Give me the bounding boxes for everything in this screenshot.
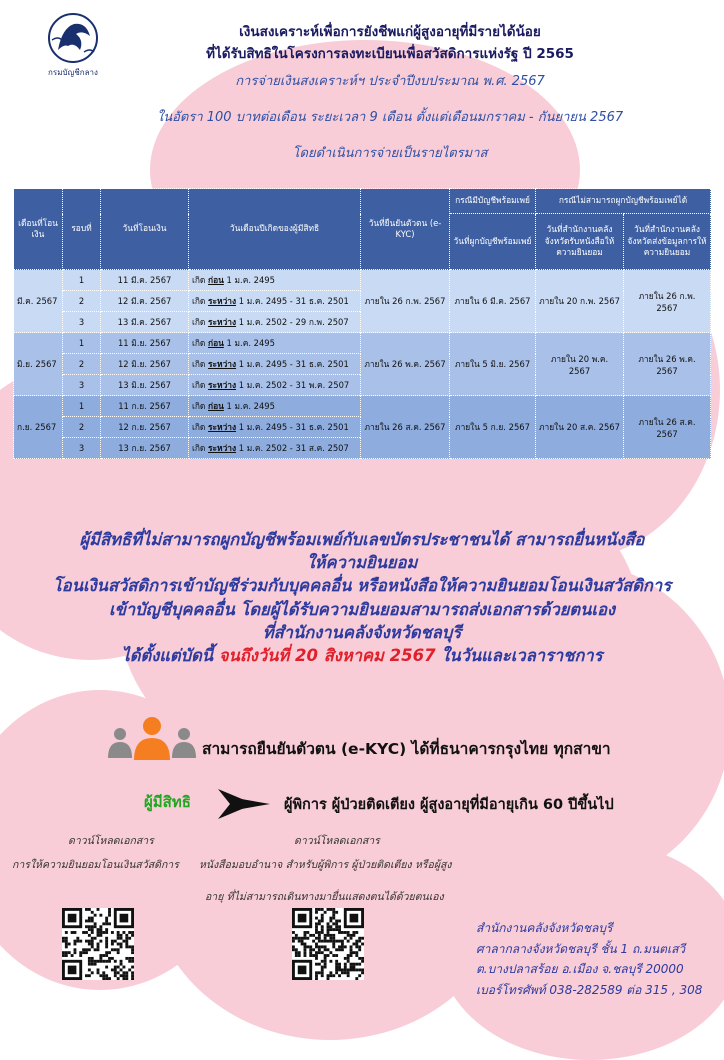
cell-send: ภายใน 26 ก.พ. 2567 <box>624 270 711 333</box>
cell-consent: ภายใน 20 พ.ค. 2567 <box>536 333 624 396</box>
birth-condition: ระหว่าง <box>208 317 237 327</box>
subtitle-line1: การจ่ายเงินสงเคราะห์ฯ ประจำปีงบประมาณ พ.ศ. 2567 <box>235 74 545 89</box>
notice-line: ผู้มีสิทธิที่ไม่สามารถผูกบัญชีพร้อมเพย์กับเลขบัตรประชาชนได้ สามารถยื่นหนังสือ <box>79 530 645 549</box>
deadline-prefix: ได้ตั้งแต่บัดนี้ <box>121 646 214 666</box>
cell-birth <box>189 354 361 375</box>
birth-prefix: เกิด <box>192 275 206 285</box>
cell-date: 11 มิ.ย. 2567 <box>101 333 189 354</box>
birth-condition: ระหว่าง <box>208 296 237 306</box>
table-row <box>14 333 711 354</box>
birth-prefix: เกิด <box>192 338 206 348</box>
arrow-right-icon <box>214 787 274 821</box>
birth-condition: ก่อน <box>208 401 224 411</box>
header-date: วันที่โอนเงิน <box>101 189 189 270</box>
cell-birth <box>189 396 361 417</box>
birth-range: 1 ม.ค. 2495 <box>226 275 275 285</box>
cell-promptpay: ภายใน 6 มี.ค. 2567 <box>450 270 536 333</box>
deadline-highlight: จนถึงวันที่ 20 สิงหาคม 2567 <box>218 646 436 666</box>
cell-date: 12 มี.ค. 2567 <box>101 291 189 312</box>
birth-prefix: เกิด <box>192 317 206 327</box>
birth-condition: ก่อน <box>208 338 224 348</box>
cell-promptpay: ภายใน 5 มิ.ย. 2567 <box>450 333 536 396</box>
birth-condition: ระหว่าง <box>208 443 237 453</box>
cell-date: 11 มี.ค. 2567 <box>101 270 189 291</box>
cell-date: 12 มิ.ย. 2567 <box>101 354 189 375</box>
cell-round: 3 <box>63 312 101 333</box>
birth-range: 1 ม.ค. 2495 - 31 ธ.ค. 2501 <box>238 296 349 306</box>
download1-title: ดาวน์โหลดเอกสาร <box>68 835 154 847</box>
cell-birth <box>189 312 361 333</box>
birth-range: 1 ม.ค. 2495 - 31 ธ.ค. 2501 <box>238 422 349 432</box>
cell-consent: ภายใน 20 ส.ค. 2567 <box>536 396 624 459</box>
cell-month: ก.ย. 2567 <box>14 396 63 459</box>
birth-range: 1 ม.ค. 2502 - 29 ก.พ. 2507 <box>238 317 349 327</box>
cell-date: 13 มี.ค. 2567 <box>101 312 189 333</box>
birth-range: 1 ม.ค. 2495 - 31 ธ.ค. 2501 <box>238 359 349 369</box>
cell-birth <box>189 375 361 396</box>
cell-round: 1 <box>63 270 101 291</box>
birth-prefix: เกิด <box>192 401 206 411</box>
header-ekyc: วันที่ยืนยันตัวตน (e-KYC) <box>361 189 450 270</box>
download2-desc-line1: หนังสือมอบอำนาจ สำหรับผู้พิการ ผู้ป่วยติดเตียง หรือผู้สูง <box>199 859 452 871</box>
cell-birth <box>189 270 361 291</box>
page-title-line1: เงินสงเคราะห์เพื่อการยังชีพแก่ผู้สูงอายุที่มีรายได้น้อย <box>239 24 541 40</box>
header-promptpay: วันที่ผูกบัญชีพร้อมเพย์ <box>450 214 536 270</box>
notice-line: ให้ความยินยอม <box>306 553 418 573</box>
cell-birth <box>189 333 361 354</box>
header-group-no-promptpay: กรณีไม่สามารถผูกบัญชีพร้อมเพย์ได้ <box>536 189 711 214</box>
birth-range: 1 ม.ค. 2502 - 31 ส.ค. 2507 <box>238 443 349 453</box>
birth-prefix: เกิด <box>192 359 206 369</box>
cell-date: 13 มิ.ย. 2567 <box>101 375 189 396</box>
birth-prefix: เกิด <box>192 296 206 306</box>
cell-round: 3 <box>63 438 101 459</box>
table-row <box>14 270 711 291</box>
notice-line: โอนเงินสวัสดิการเข้าบัญชีร่วมกับบุคคลอื่น หรือหนังสือให้ความยินยอมโอนเงินสวัสดิการ <box>52 576 672 596</box>
birth-condition: ระหว่าง <box>208 359 237 369</box>
birth-condition: ระหว่าง <box>208 422 237 432</box>
birth-condition: ระหว่าง <box>208 380 237 390</box>
address-line: สำนักงานคลังจังหวัดชลบุรี <box>476 921 613 935</box>
notice-line: เข้าบัญชีบุคคลอื่น โดยผู้ได้รับความยินยอมสามารถส่งเอกสารด้วยตนเอง <box>108 599 616 619</box>
cell-ekyc: ภายใน 26 ส.ค. 2567 <box>361 396 450 459</box>
cell-round: 1 <box>63 333 101 354</box>
subtitle-line2: ในอัตรา 100 บาทต่อเดือน ระยะเวลา 9 เดือน ตั้งแต่เดือนมกราคม - กันยายน 2567 <box>156 110 624 125</box>
cell-send: ภายใน 26 พ.ค. 2567 <box>624 333 711 396</box>
header-group-promptpay: กรณีมีบัญชีพร้อมเพย์ <box>450 189 536 214</box>
office-address <box>476 918 720 1000</box>
cell-birth <box>189 438 361 459</box>
download1-desc: การให้ความยินยอมโอนเงินสวัสดิการ <box>12 859 179 871</box>
notice-line: ที่สำนักงานคลังจังหวัดชลบุรี <box>262 622 462 642</box>
subtitle-line3: โดยดำเนินการจ่ายเป็นรายไตรมาส <box>292 146 488 161</box>
qr-code-power-of-attorney-icon[interactable] <box>292 908 364 980</box>
cell-date: 13 ก.ย. 2567 <box>101 438 189 459</box>
cell-date: 11 ก.ย. 2567 <box>101 396 189 417</box>
birth-prefix: เกิด <box>192 443 206 453</box>
people-group-icon <box>104 714 200 762</box>
cell-date: 12 ก.ย. 2567 <box>101 417 189 438</box>
eligible-label: ผู้มีสิทธิ <box>144 793 191 811</box>
birth-range: 1 ม.ค. 2495 <box>226 338 275 348</box>
table-row <box>14 396 711 417</box>
qr-code-consent-form-icon[interactable] <box>62 908 134 980</box>
cell-round: 3 <box>63 375 101 396</box>
cell-send: ภายใน 26 ส.ค. 2567 <box>624 396 711 459</box>
cell-round: 2 <box>63 354 101 375</box>
cell-round: 1 <box>63 396 101 417</box>
garuda-emblem-icon <box>38 10 108 68</box>
notice-deadline-line <box>20 644 704 667</box>
download2-desc-line2: อายุ ที่ไม่สามารถเดินทางมายื่นแสดงตนได้ด้วยตนเอง <box>205 891 444 903</box>
eligible-groups: ผู้พิการ ผู้ป่วยติดเตียง ผู้สูงอายุที่มีอายุเกิน 60 ปีขึ้นไป <box>284 797 614 813</box>
logo-caption: กรมบัญชีกลาง <box>48 68 98 77</box>
cell-month: มิ.ย. 2567 <box>14 333 63 396</box>
header-send: วันที่สำนักงานคลังจังหวัดส่งข้อมูลการให้ความยินยอม <box>624 214 711 270</box>
cell-round: 2 <box>63 417 101 438</box>
birth-range: 1 ม.ค. 2502 - 31 พ.ค. 2507 <box>238 380 350 390</box>
address-line: ต.บางปลาสร้อย อ.เมือง จ.ชลบุรี 20000 <box>476 962 684 976</box>
cell-birth <box>189 291 361 312</box>
header-round: รอบที่ <box>63 189 101 270</box>
cell-ekyc: ภายใน 26 ก.พ. 2567 <box>361 270 450 333</box>
address-line: ศาลากลางจังหวัดชลบุรี ชั้น 1 ถ.มนตเสวี <box>476 941 686 956</box>
page-title-line2: ที่ได้รับสิทธิในโครงการลงทะเบียนเพื่อสวัสดิการแห่งรัฐ ปี 2565 <box>206 46 574 62</box>
header-consent: วันที่สำนักงานคลังจังหวัดรับหนังสือให้ความยินยอม <box>536 214 624 270</box>
cell-promptpay: ภายใน 5 ก.ย. 2567 <box>450 396 536 459</box>
birth-condition: ก่อน <box>208 275 224 285</box>
deadline-suffix: ในวันและเวลาราชการ <box>441 646 603 666</box>
header-birth: วันเดือนปีเกิดของผู้มีสิทธิ <box>189 189 361 270</box>
organization-logo <box>38 10 108 78</box>
birth-range: 1 ม.ค. 2495 <box>226 401 275 411</box>
schedule-body <box>14 270 711 459</box>
download2-title: ดาวน์โหลดเอกสาร <box>294 835 380 847</box>
cell-round: 2 <box>63 291 101 312</box>
cell-ekyc: ภายใน 26 พ.ค. 2567 <box>361 333 450 396</box>
ekyc-info: สามารถยืนยันตัวตน (e-KYC) ได้ที่ธนาคารกรุงไทย ทุกสาขา <box>202 740 611 758</box>
cell-month: มี.ค. 2567 <box>14 270 63 333</box>
address-line: เบอร์โทรศัพท์ 038-282589 ต่อ 315 , 308 <box>476 982 703 997</box>
notice-message <box>20 528 704 667</box>
cell-consent: ภายใน 20 ก.พ. 2567 <box>536 270 624 333</box>
birth-prefix: เกิด <box>192 422 206 432</box>
header-month: เดือนที่โอนเงิน <box>14 189 63 270</box>
cell-birth <box>189 417 361 438</box>
birth-prefix: เกิด <box>192 380 206 390</box>
payment-schedule-table <box>13 188 711 459</box>
